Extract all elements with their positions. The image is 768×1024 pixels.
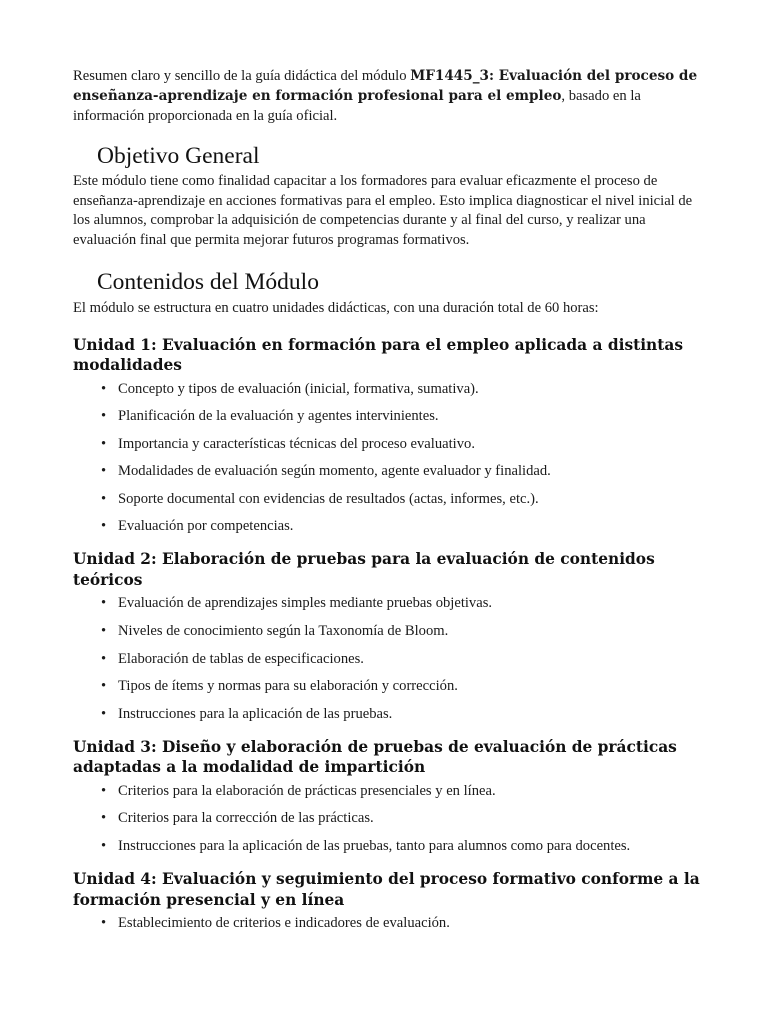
unit-2-title: Unidad 2: Elaboración de pruebas para la evaluación de contenidos teóricos (73, 550, 655, 589)
list-item: • Importancia y características técnicas del proceso evaluativo. (73, 435, 705, 454)
intro-tail: , basado en la información proporcionada en la guía oficial. (73, 88, 641, 124)
list-item: • Evaluación por competencias. (73, 517, 705, 536)
contenidos-heading: Contenidos del Módulo (97, 268, 319, 295)
intro-module-title: MF1445_3: Evaluación del proceso de enseñanza-aprendizaje en formación profesional para el empleo (73, 68, 698, 104)
intro-paragraph (73, 66, 705, 126)
unit-1-list (73, 380, 705, 537)
list-item: • Evaluación de aprendizajes simples mediante pruebas objetivas. (73, 594, 705, 613)
objetivo-text: Este módulo tiene como finalidad capacitar a los formadores para evaluar eficazmente el proceso de enseñanza-aprendizaje en acciones formativas para el empleo. Esto implica diagnosticar el nivel inicial de los alumnos, comprobar la adquisición de competencias durante y al final del curso, y realizar una evaluación final que permita mejorar futuros programas formativos. (73, 173, 693, 249)
list-item: • Soporte documental con evidencias de resultados (actas, informes, etc.). (73, 490, 705, 509)
list-item: • Criterios para la corrección de las prácticas. (73, 809, 705, 828)
unit-2-list (73, 594, 705, 723)
list-item: • Tipos de ítems y normas para su elaboración y corrección. (73, 677, 705, 696)
list-item: • Criterios para la elaboración de prácticas presenciales y en línea. (73, 782, 705, 801)
contenidos-text: El módulo se estructura en cuatro unidades didácticas, con una duración total de 60 horas: (73, 299, 599, 316)
list-item: • Modalidades de evaluación según momento, agente evaluador y finalidad. (73, 462, 705, 481)
intro-lead: Resumen claro y sencillo de la guía didáctica del módulo (73, 68, 411, 84)
unit-4-title: Unidad 4: Evaluación y seguimiento del proceso formativo conforme a la formación presencial y en línea (73, 870, 700, 909)
document-page (73, 66, 705, 933)
list-item: • Establecimiento de criterios e indicadores de evaluación. (73, 914, 705, 933)
unit-1-title: Unidad 1: Evaluación en formación para el empleo aplicada a distintas modalidades (73, 335, 683, 375)
objetivo-heading: Objetivo General (97, 143, 260, 169)
list-item: • Concepto y tipos de evaluación (inicial, formativa, sumativa). (73, 380, 705, 399)
list-item: • Elaboración de tablas de especificaciones. (73, 650, 705, 669)
list-item: • Instrucciones para la aplicación de las pruebas, tanto para alumnos como para docentes. (73, 837, 705, 856)
unit-3-list (73, 782, 705, 856)
list-item: • Niveles de conocimiento según la Taxonomía de Bloom. (73, 622, 705, 641)
list-item: • Planificación de la evaluación y agentes intervinientes. (73, 407, 705, 426)
list-item: • Instrucciones para la aplicación de las pruebas. (73, 705, 705, 724)
unit-3-title: Unidad 3: Diseño y elaboración de pruebas de evaluación de prácticas adaptadas a la modalidad de impartición (73, 737, 677, 777)
unit-4-list (73, 914, 705, 933)
